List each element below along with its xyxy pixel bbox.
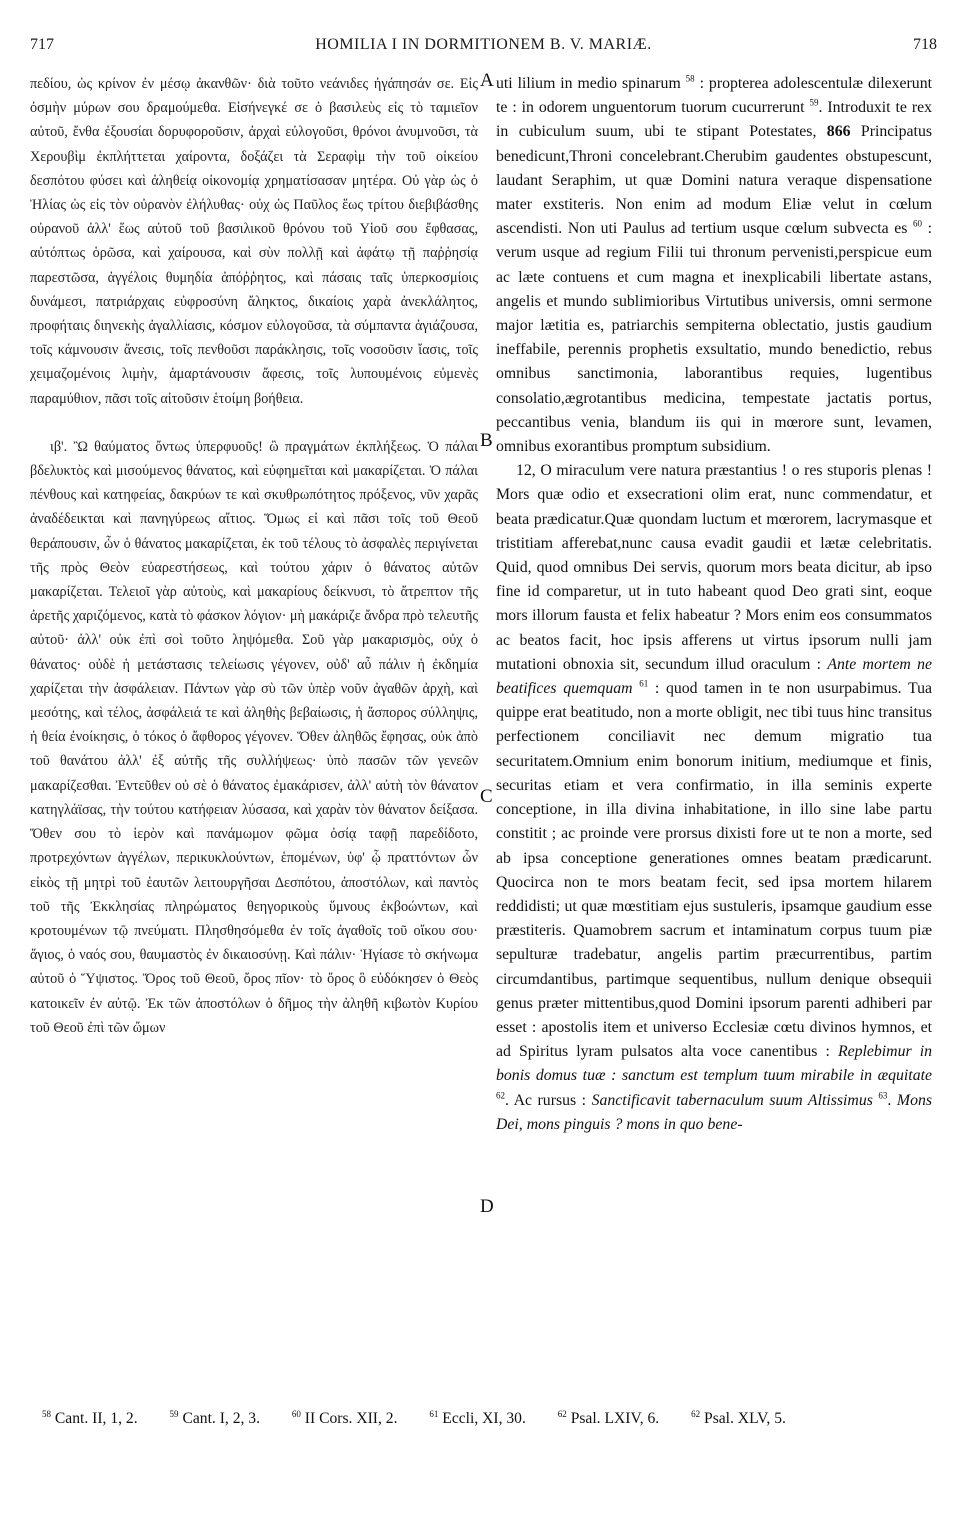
footnote-ref: 63 — [878, 1090, 888, 1101]
latin-quote: Mons Dei, mons pinguis ? mons in quo bene- — [496, 1091, 933, 1133]
footnote — [691, 1410, 800, 1427]
margin-letter-a: A — [480, 70, 494, 91]
latin-paragraph-1 — [496, 72, 932, 459]
latin-quote: Sanctificavit tabernaculum suum Altissimus — [591, 1091, 873, 1109]
footnote — [429, 1410, 539, 1427]
running-title: HOMILIA I IN DORMITIONEM B. V. MARIÆ. — [315, 36, 652, 53]
footnote-number: 58 — [42, 1408, 51, 1419]
footnote-ref: 60 — [913, 218, 923, 229]
latin-quote: Replebimur in bonis domus tuæ : sanctum est templum tuum mirabile in æquitate — [496, 1043, 933, 1085]
latin-text: Principatus benedicunt,Throni concelebrant.Cherubim gaudentes obstupescunt, laudant Seraphim, ut quæ Domini natura veraque dispensatione mater exstiteris. Non enim ad modum Eliæ velut in cœlum ascendisti. Non uti Paulus ad tertium usque cœlum subvecta es — [496, 123, 932, 238]
latin-text: . Ac rursus : — [505, 1091, 587, 1109]
footnote-text: Psal. XLV, 5. — [704, 1410, 786, 1427]
latin-column — [496, 72, 932, 1137]
latin-text: : quod tamen in te non usurpabimus. Tua quippe erat beatitudo, non a morte obligit, nec tibi tuus hinc transitus perfectionem conciliavit nec demum migratio tua securitatem.Omnium enim bonorum initium, mediumque et finis, securitas etiam et vera confirmatio, in illa seminis experte conceptione, in illa divina inhabitatione, in illo sine labe partu constitit ; ac proinde vere prorsus dixisti fore ut te non a morte, sed ab ipsa conceptione generationes omnes beatam prædicarunt. Quocirca non te mors beatam fecit, sed ipsa mortem hilarem reddidisti; ut quæ mœstitiam ejus sustuleris, ipsamque gaudium esse præstiteris. Quamobrem sacrum et intaminatum corpus tuum piæ sepulturæ tradebatur, angelis partim præcurrentibus, partim circumdantibus, partimque sequentibus, nullum denique obsequii genus præter mittentibus,quod Domini ipsorum parenti adhiberi par esset : apostolis item et universo Ecclesiæ cœtu divinos hymnos, et ad Spiritus lyram pulsatos alta voce canentibus : — [496, 680, 933, 1061]
footnotes — [42, 1408, 932, 1430]
footnote-number: 61 — [429, 1408, 439, 1419]
latin-text: : propterea adolescentulæ dilexerunt te : in odorem unguentorum tuorum cucurrerunt — [496, 75, 932, 117]
footnote-text: Cant. I, 2, 3. — [182, 1410, 260, 1427]
footnote-text: Psal. LXIV, 6. — [570, 1410, 660, 1427]
latin-paragraph-2 — [496, 459, 932, 1137]
greek-paragraph-1: πεδίου, ὡς κρίνον ἐν μέσῳ ἀκανθῶν· διὰ τοῦτο νεάνιδες ἠγάπησάν σε. Εἰς ὀσμὴν μύρων σου δραμούμεθα. Εἰσήνεγκέ σε ὁ βασιλεὺς εἰς τὸ ταμιεῖον αὐτοῦ, ἔνθα ἐξουσίαι δορυφοροῦσιν, ἀρχαὶ εὐλογοῦσι, θρόνοι ἀνυμνοῦσι, τὰ Χερουβὶμ ἐκπλήττεται χαίροντα, δοξάζει τὰ Σεραφὶμ τὴν τοῦ οἰκείου δεσπότου φύσει καὶ ἀληθείᾳ οἰκονομίᾳ χρηματίσασαν μητέρα. Οὐ γὰρ ὡς ὁ Ἠλίας ὡς εἰς τὸν οὐρανὸν ἐλήλυθας· οὐχ ὡς Παῦλος ἕως τρίτου διεβιβάσθης οὐρανοῦ ἀλλ' ἕως αὐτοῦ τοῦ βασιλικοῦ θρόνου τοῦ Υἱοῦ σου ἔφθασας, αὐτόπτως ὁρῶσα, καὶ χαίρουσα, καὶ σὺν πολλῇ καὶ ἀφάτῳ τῇ παῤῥησίᾳ παρεστῶσα, ἀγγέλοις θυμηδία ἀπόῤῥητος, καὶ πάσαις ταῖς ὑπερκοσμίοις δυνάμεσι, πατριάρχαις εὐφροσύνη ἄληκτος, δικαίοις χαρὰ ἀνεκλάλητος, προφήταις διηνεκὴς ἀγαλλίασις, κόσμον εὐλογοῦσα, τὰ σύμπαντα ἁγιάζουσα, τοῖς κάμνουσιν ἄνεσις, τοῖς πενθοῦσι παράκλησις, τοῖς νοσοῦσιν ἴασις, τοῖς χειμαζομένοις λιμὴν, ἁμαρτάνουσιν ἄφεσις, τοῖς λυπουμένοις εὐμενὲς παραμύθιον, πᾶσι τοῖς αἰτοῦσιν ἑτοίμη βοήθεια. — [30, 76, 478, 407]
latin-text: : verum usque ad regium Filii tui thronum pervenisti,perspicue eum ac læte contuens et cum magna et inexplicabili libertate astans, angelis et mundo sublimioribus Virtutibus universis, omni sermone major lætitia es, patriarchis sempiterna oblectatio, justis gaudium ineffabile, perennis prophetis exsultatio, mundo benedictio, rebus omnibus sanctimonia, laborantibus requies, lugentibus consolatio,ægrotantibus medicina, tempestate jactatis portus, peccantibus venia, blandum iis qui in mœrore sunt, levamen, omnibus exorantibus promptum subsidium. — [496, 220, 933, 456]
footnote-number: 60 — [291, 1408, 301, 1419]
footnote-text: Eccli, XI, 30. — [442, 1410, 526, 1427]
margin-letter-b: B — [480, 430, 493, 451]
margin-letter-c: C — [480, 786, 493, 807]
running-header — [30, 36, 937, 60]
footnote-text: II Cors. XII, 2. — [304, 1410, 398, 1427]
page-number-right: 718 — [913, 36, 937, 53]
latin-text: 12, O miraculum vere natura præstantius ! o res stuporis plenas ! Mors quæ odio et exsecrationi olim erat, nunc commendatur, et beata prædicatur.Quæ quondam luctum et mœrorem, lacrymasque et tristitiam afferebat,nunc causa evadit gaudii et lætæ celebritatis. Quid, quod omnibus Dei servis, quorum mors beata dicitur, ab ipso fine id comparetur, ut in tuto habeant quod Deo grati sint, eoque mors illorum fausta et felix habeatur ? Mors enim eos consummatos ac beatos facit, hoc ipsis afferens ut virtus ipsorum nulli jam mutationi obnoxia sit, secundum illud oraculum : — [496, 462, 932, 673]
footnote-text: Cant. II, 1, 2. — [54, 1410, 138, 1427]
footnote — [170, 1410, 274, 1427]
column-number: 866 — [826, 123, 851, 141]
greek-column — [30, 72, 478, 1040]
margin-letter-d: D — [480, 1196, 494, 1217]
latin-text: . — [887, 1091, 892, 1109]
latin-text: . Introduxit te rex in cubiculum suum, ubi te stipant Potestates, — [496, 99, 932, 141]
footnote — [292, 1410, 412, 1427]
latin-text: uti lilium in medio spinarum — [496, 75, 681, 92]
footnote-ref: 61 — [639, 678, 649, 689]
footnote-ref: 62 — [496, 1090, 505, 1101]
footnote-number: 62 — [691, 1408, 701, 1419]
footnote-ref: 58 — [685, 73, 695, 84]
footnote-number: 59 — [169, 1408, 179, 1419]
footnote-ref: 59 — [809, 97, 819, 108]
page-number-left: 717 — [30, 36, 54, 53]
footnote-number: 62 — [557, 1408, 567, 1419]
footnote — [42, 1410, 152, 1427]
footnote — [558, 1410, 673, 1427]
greek-paragraph-2: ιβ'. Ὢ θαύματος ὄντως ὑπερφυοῦς! ὢ πραγμάτων ἐκπλήξεως. Ὁ πάλαι βδελυκτὸς καὶ μισούμενος θάνατος, καὶ εὐφημεῖται καὶ μακαρίζεται. Ὁ πάλαι πένθους καὶ κατηφείας, δακρύων τε καὶ σκυθρωπότητος πρόξενος, νῦν χαρᾶς ἀναδέδεικται καὶ πανηγύρεως αἴτιος. Ὅμως εἰ καὶ πᾶσι τοῖς τοῦ Θεοῦ θεράπουσιν, ὧν ὁ θάνατος μακαρίζεται, ἐκ τοῦ τέλους τὸ ἀσφαλὲς περιγίνεται τῆς πρὸς Θεὸν εὐαρεστήσεως, καὶ τούτου χάριν ὁ θάνατος αὐτῶν μακαρίζεται. Τελειοῖ γὰρ αὐτοὺς, καὶ μακαρίους δείκνυσι, τὸ ἄτρεπτον τῆς ἀρετῆς χαριζόμενος, κατὰ τὸ φάσκον λόγιον· μὴ μακάριζε ἄνδρα πρὸ τελευτῆς αὐτοῦ· ἀλλ' οὐκ ἐπὶ σοὶ τοῦτο ληψόμεθα. Σοῦ γὰρ μακαρισμὸς, οὐχ ὁ θάνατος· οὐδὲ ἡ μετάστασις τελείωσις γέγονεν, οὐδ' αὖ πάλιν ἡ ἐκδημία χαρίζεται τὴν ἀσφάλειαν. Πάντων γὰρ σὺ τῶν ὑπὲρ νοῦν ἀγαθῶν ἀρχὴ, καὶ μεσότης, καὶ τέλος, ἀσφάλειά τε καὶ ἀληθὴς βεβαίωσις, ἡ ἄσπορος σύλληψις, ἡ θεία ἐνοίκησις, ὁ τόκος ὁ ἄφθορος γέγονεν. Ὅθεν ἀληθῶς ἔφησας, οὐκ ἀπὸ τοῦ θανάτου ἀλλ' ἐξ αὐτῆς τῆς συλλήψεως· ὑπὸ πασῶν τῶν γενεῶν μακαρίζεσθαι. Ἐντεῦθεν οὐ σὲ ὁ θάνατος ἐμακάρισεν, ἀλλ' αὐτὴ τὸν θάνατον κατηγλάϊσας, τὴν τούτου κατήφειαν λύσασα, καὶ χαρὰν τὸν θάνατον δείξασα. Ὅθεν σου τὸ ἱερὸν καὶ πανάμωμον φῶμα ὁσίᾳ ταφῇ παρεδίδοτο, προτρεχόντων ἀγγέλων, περικυκλούντων, ἑπομένων, ὑφ' ᾧ πραττόντων ὧν εἰκὸς τῇ μητρὶ τοῦ ἑαυτῶν λειτουργῆσαι Δεσπότου, ἀποστόλων, καὶ παντὸς τοῦ τῆς Ἐκκλησίας πληρώματος θεηγορικοὺς ὕμνους ἐκβοώντων, καὶ κροτουμένων τῷ πνεύματι. Πλησθησόμεθα ἐν τοῖς ἀγαθοῖς τοῦ οἴκου σου· ἅγιος, ὁ ναός σου, θαυμαστὸς ἐν δικαιοσύνῃ. Καὶ πάλιν· Ἡγίασε τὸ σκήνωμα αὐτοῦ ὁ Ὕψιστος. Ὄρος τοῦ Θεοῦ, ὄρος πῖον· τὸ ὄρος ὃ εὐδόκησεν ὁ Θεὸς κατοικεῖν ἐν αὐτῷ. Ἐκ τῶν ἀποστόλων ὁ δῆμος τὴν ἀληθῆ κιβωτὸν Κυρίου τοῦ Θεοῦ ἐπὶ τῶν ὤμων — [30, 438, 478, 1036]
latin-quote: Ante mortem ne beatifices quemquam — [496, 655, 932, 698]
